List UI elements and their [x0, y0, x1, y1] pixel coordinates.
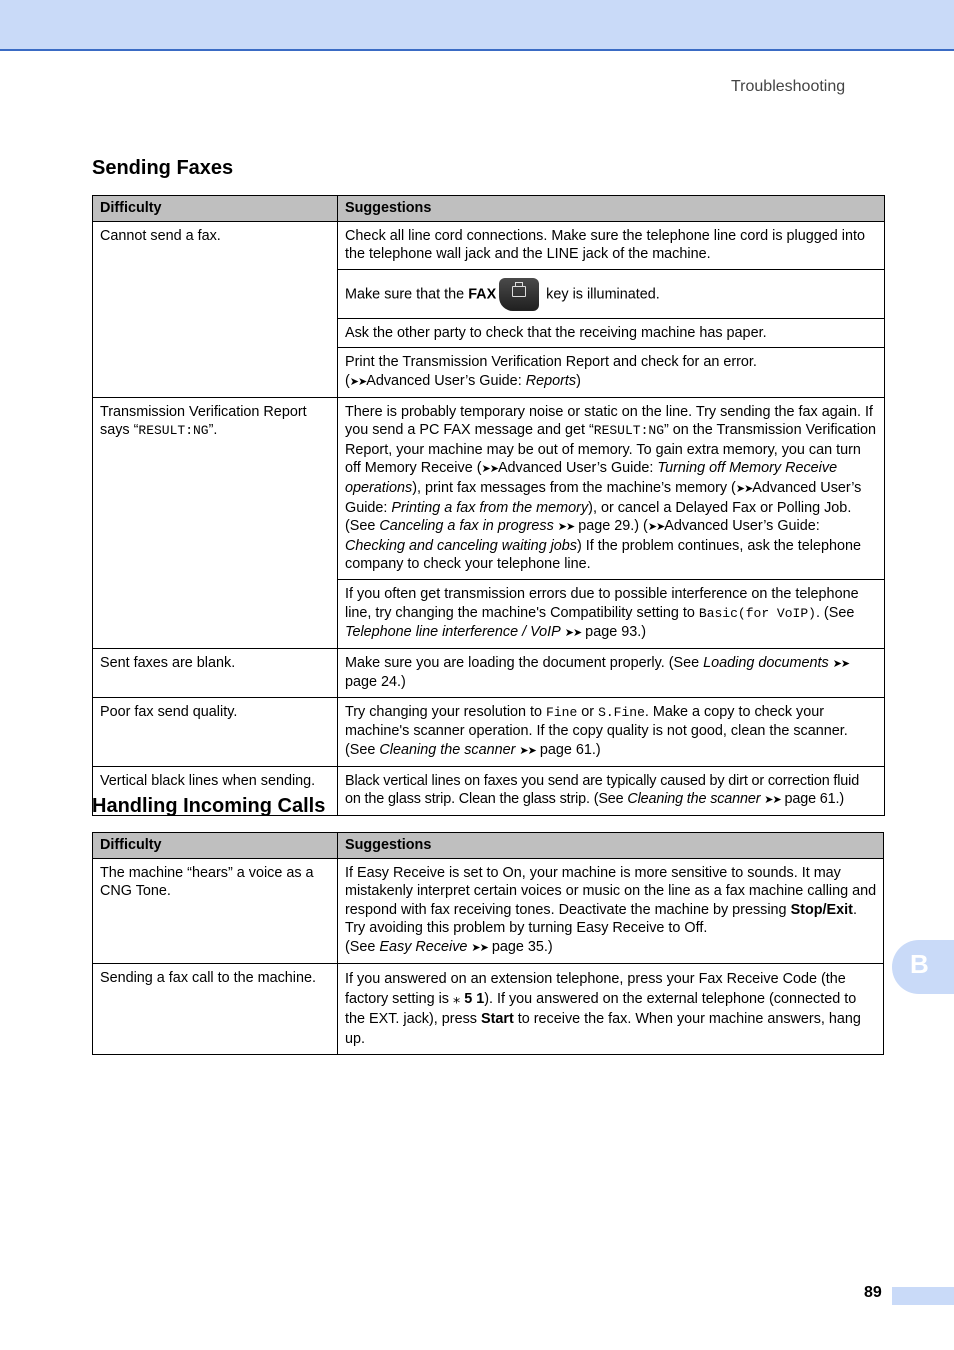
- table-row: [93, 648, 885, 697]
- page-number: 89: [864, 1284, 882, 1301]
- suggestion-cell: Make sure you are loading the document properly. (See Loading documents ➤➤ page 24.): [338, 648, 885, 697]
- suggestion-cell: Ask the other party to check that the receiving machine has paper.: [338, 318, 885, 348]
- fax-key-icon: [499, 278, 539, 311]
- column-header-suggestions: Suggestions: [338, 833, 884, 859]
- column-header-suggestions: Suggestions: [338, 196, 885, 222]
- table-row: [93, 697, 885, 766]
- suggestion-cell: Black vertical lines on faxes you send are typically caused by dirt or correction fluid on the glass strip. Clean the glass strip. (See Cleaning the scanner ➤➤ page 61.): [338, 766, 885, 815]
- difficulty-cell: Vertical black lines when sending.: [93, 766, 338, 815]
- difficulty-cell: The machine “hears” a voice as a CNG Tone.: [93, 858, 338, 963]
- header-band: [0, 0, 954, 51]
- footer-bar: [892, 1287, 954, 1305]
- table-row: [93, 397, 885, 579]
- double-arrow-icon: ➤➤: [349, 375, 367, 388]
- suggestion-cell: If Easy Receive is set to On, your machine is more sensitive to sounds. It may mistakenly interpret certain voices or music on the line as a fax machine calling and respond with fax receiving tones. Deactivate the machine by pressing Stop/Exit. Try avoiding this problem by turning Easy Receive to Off. (See Easy Receive ➤➤ page 35.): [338, 858, 884, 963]
- chapter-tab: [892, 940, 954, 994]
- double-arrow-icon: ➤➤: [519, 745, 536, 758]
- chapter-tab-letter: B: [910, 949, 929, 979]
- suggestion-cell: Print the Transmission Verification Report and check for an error. (➤➤Advanced User’s Guide: Reports): [338, 348, 885, 397]
- double-arrow-icon: ➤➤: [564, 627, 582, 640]
- double-arrow-icon: ➤➤: [764, 794, 781, 807]
- suggestion-cell: There is probably temporary noise or static on the line. Try sending the fax again. If you send a PC FAX message and get “RESULT:NG” on the Transmission Verification Report, your machine may be out of memory. To gain extra memory, you can turn off Memory Receive (➤➤Advanced User’s Guide: Turning off Memory Receive operations), print fax messages from the machine’s memory (➤➤Advanced User’s Guide: Printing a fax from the memory), or cancel a Delayed Fax or Polling Job. (See Canceling a fax in progress ➤➤ page 29.) (➤➤Advanced User’s Guide: Checking and canceling waiting jobs) If the problem continues, ask the telephone company to check your telephone line.: [338, 397, 885, 579]
- double-arrow-icon: ➤➤: [647, 521, 665, 534]
- double-arrow-icon: ➤➤: [735, 482, 753, 495]
- double-arrow-icon: ➤➤: [832, 657, 850, 670]
- incoming-calls-table: [92, 832, 884, 1055]
- double-arrow-icon: ➤➤: [557, 521, 575, 534]
- suggestion-cell: Try changing your resolution to Fine or S.Fine. Make a copy to check your machine's scanner operation. If the copy quality is not good, clean the scanner. (See Cleaning the scanner ➤➤ page 61.): [338, 697, 885, 766]
- star-icon: ⁎: [452, 990, 461, 1007]
- table-header-row: [93, 196, 885, 222]
- suggestion-cell: Make sure that the FAX key is illuminated.: [338, 269, 885, 318]
- suggestion-cell: If you answered on an extension telephone, press your Fax Receive Code (the factory setting is ⁎ 5 1). If you answered on the external telephone (connected to the EXT. jack), press Start to receive the fax. When your machine answers, hang up.: [338, 963, 884, 1054]
- chapter-title: Troubleshooting: [731, 78, 846, 95]
- difficulty-cell: Sending a fax call to the machine.: [93, 963, 338, 1054]
- table-row: [93, 858, 884, 963]
- table-row: [93, 963, 884, 1054]
- suggestion-cell: Check all line cord connections. Make sure the telephone line cord is plugged into the telephone wall jack and the LINE jack of the machine.: [338, 221, 885, 269]
- suggestion-cell: If you often get transmission errors due to possible interference on the telephone line, try changing the machine's Compatibility setting to Basic(for VoIP). (See Telephone line interference / VoIP ➤➤ page 93.): [338, 579, 885, 648]
- double-arrow-icon: ➤➤: [481, 463, 498, 476]
- difficulty-cell: Sent faxes are blank.: [93, 648, 338, 697]
- difficulty-cell: Poor fax send quality.: [93, 697, 338, 766]
- section-title-handling-incoming-calls: Handling Incoming Calls: [92, 795, 326, 817]
- difficulty-cell: Transmission Verification Report says “RESULT:NG”.: [93, 397, 338, 648]
- table-header-row: [93, 833, 884, 859]
- difficulty-cell: Cannot send a fax.: [93, 221, 338, 397]
- column-header-difficulty: Difficulty: [93, 196, 338, 222]
- section-title-sending-faxes: Sending Faxes: [92, 157, 234, 179]
- table-row: [93, 221, 885, 269]
- column-header-difficulty: Difficulty: [93, 833, 338, 859]
- double-arrow-icon: ➤➤: [471, 941, 488, 954]
- sending-faxes-table: [92, 195, 885, 816]
